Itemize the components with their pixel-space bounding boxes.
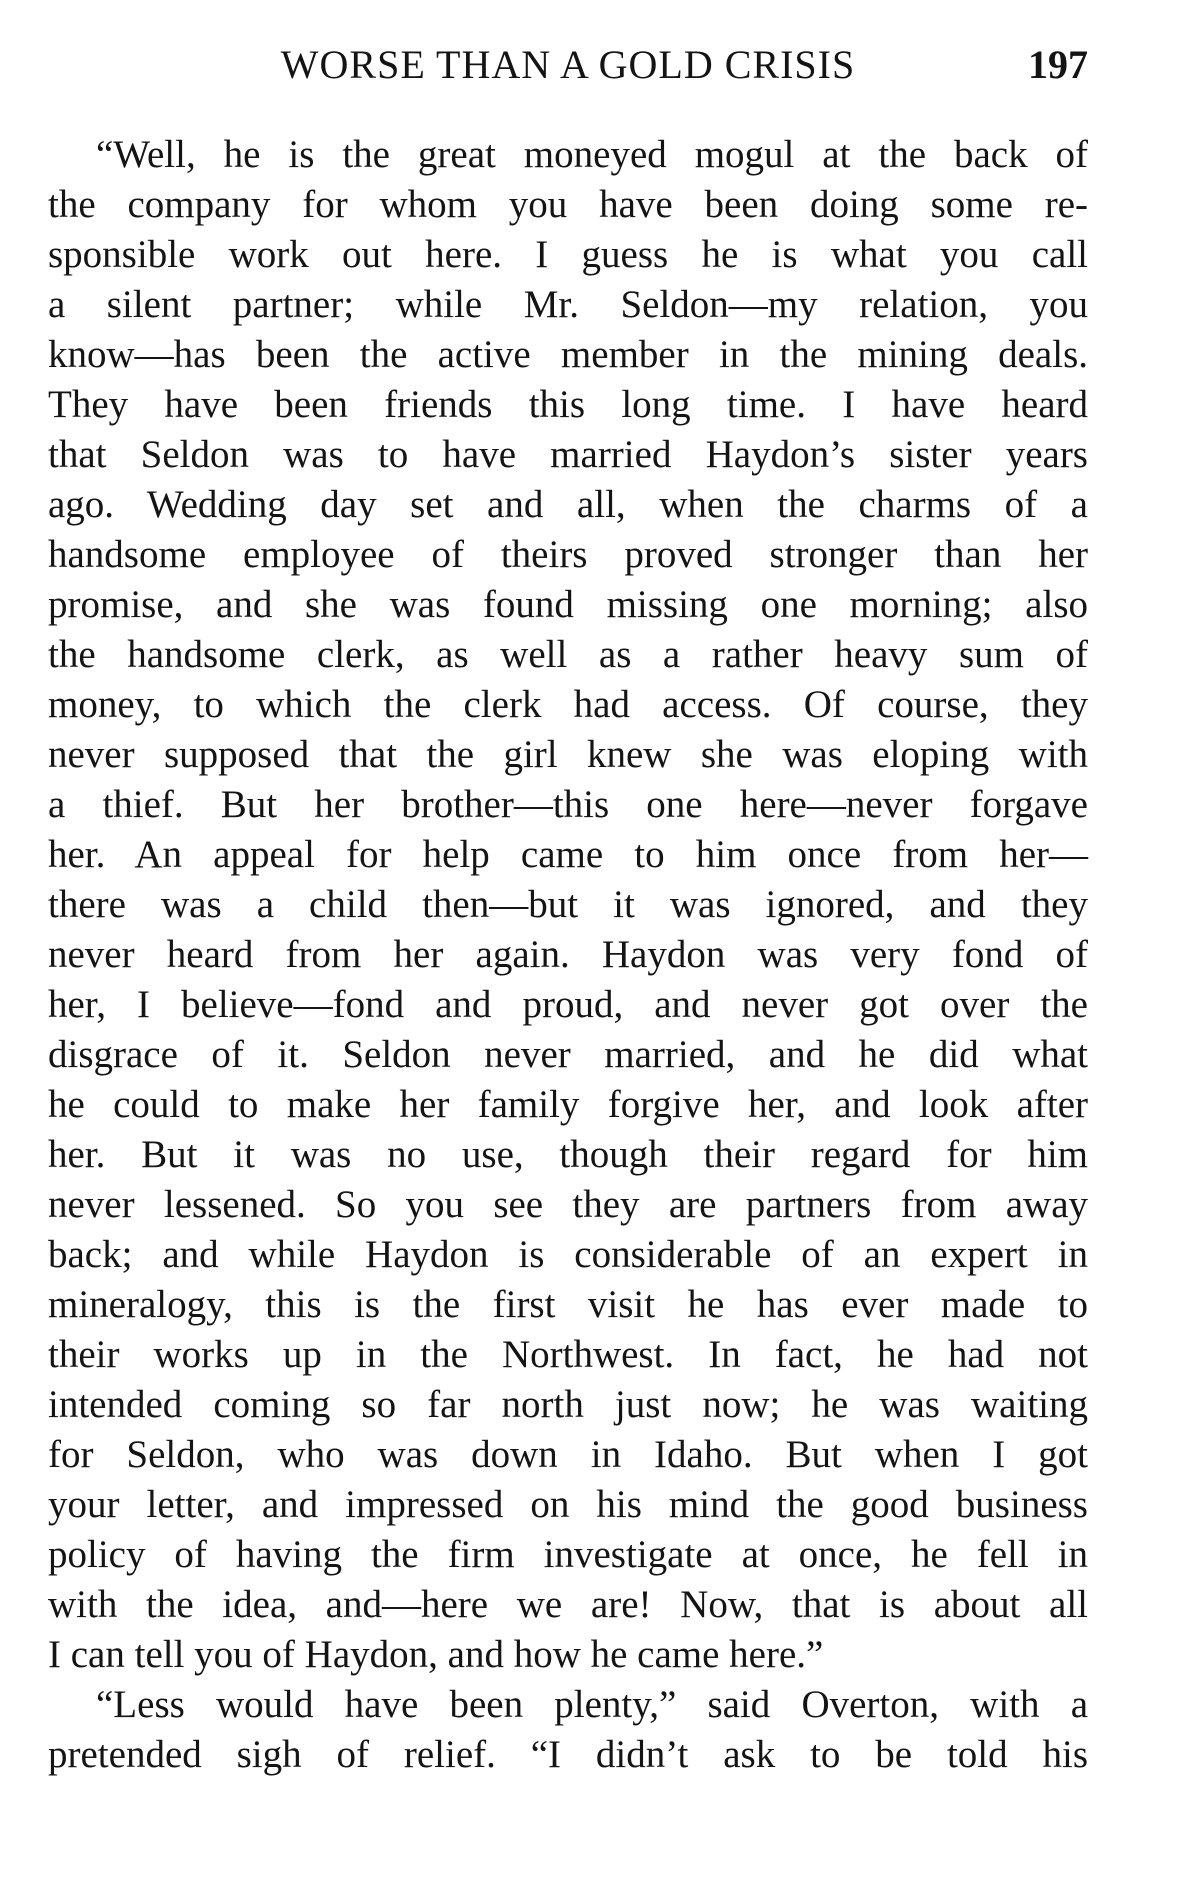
text-line: handsome employee of theirs proved stronger than her — [48, 533, 1088, 576]
text-line: never heard from her again. Haydon was very fond of — [48, 933, 1088, 976]
text-line: I can tell you of Haydon, and how he came here.” — [48, 1633, 824, 1676]
text-line: “Less would have been plenty,” said Overton, with a — [96, 1683, 1088, 1726]
paragraph — [48, 130, 1088, 1680]
text-line: “Well, he is the great moneyed mogul at the back of — [96, 133, 1088, 176]
text-line: intended coming so far north just now; he was waiting — [48, 1383, 1088, 1426]
text-line: pretended sigh of relief. “I didn’t ask to be told his — [48, 1733, 1088, 1776]
text-line: for Seldon, who was down in Idaho. But when I got — [48, 1433, 1088, 1476]
text-line: her, I believe—fond and proud, and never got over the — [48, 983, 1088, 1026]
text-line: the handsome clerk, as well as a rather heavy sum of — [48, 633, 1088, 676]
text-line: back; and while Haydon is considerable of an expert in — [48, 1233, 1088, 1276]
paragraph — [48, 1680, 1088, 1780]
text-line: money, to which the clerk had access. Of course, they — [48, 683, 1088, 726]
text-line: their works up in the Northwest. In fact, he had not — [48, 1333, 1088, 1376]
text-line: never supposed that the girl knew she was eloping with — [48, 733, 1088, 776]
text-line: that Seldon was to have married Haydon’s sister years — [48, 433, 1088, 476]
text-line: sponsible work out here. I guess he is what you call — [48, 233, 1088, 276]
text-line: never lessened. So you see they are partners from away — [48, 1183, 1088, 1226]
text-line: her. But it was no use, though their regard for him — [48, 1133, 1088, 1176]
text-line: with the idea, and—here we are! Now, that is about all — [48, 1583, 1088, 1626]
running-title: WORSE THAN A GOLD CRISIS — [280, 42, 856, 87]
text-line: there was a child then—but it was ignored, and they — [48, 883, 1088, 926]
text-line: They have been friends this long time. I have heard — [48, 383, 1088, 426]
text-line: disgrace of it. Seldon never married, and he did what — [48, 1033, 1088, 1076]
text-line: your letter, and impressed on his mind the good business — [48, 1483, 1088, 1526]
text-line: policy of having the firm investigate at once, he fell in — [48, 1533, 1088, 1576]
text-line: promise, and she was found missing one morning; also — [48, 583, 1088, 626]
text-line: ago. Wedding day set and all, when the charms of a — [48, 483, 1088, 526]
text-line: a thief. But her brother—this one here—never forgave — [48, 783, 1088, 826]
body-text — [48, 130, 1088, 1780]
text-line: mineralogy, this is the first visit he has ever made to — [48, 1283, 1088, 1326]
text-line: he could to make her family forgive her, and look after — [48, 1083, 1088, 1126]
text-line: the company for whom you have been doing some re- — [48, 183, 1088, 226]
text-line: her. An appeal for help came to him once from her— — [48, 833, 1088, 876]
running-head — [48, 40, 1088, 90]
page-number: 197 — [1028, 42, 1088, 87]
text-line: know—has been the active member in the mining deals. — [48, 333, 1088, 376]
text-line: a silent partner; while Mr. Seldon—my relation, you — [48, 283, 1088, 326]
